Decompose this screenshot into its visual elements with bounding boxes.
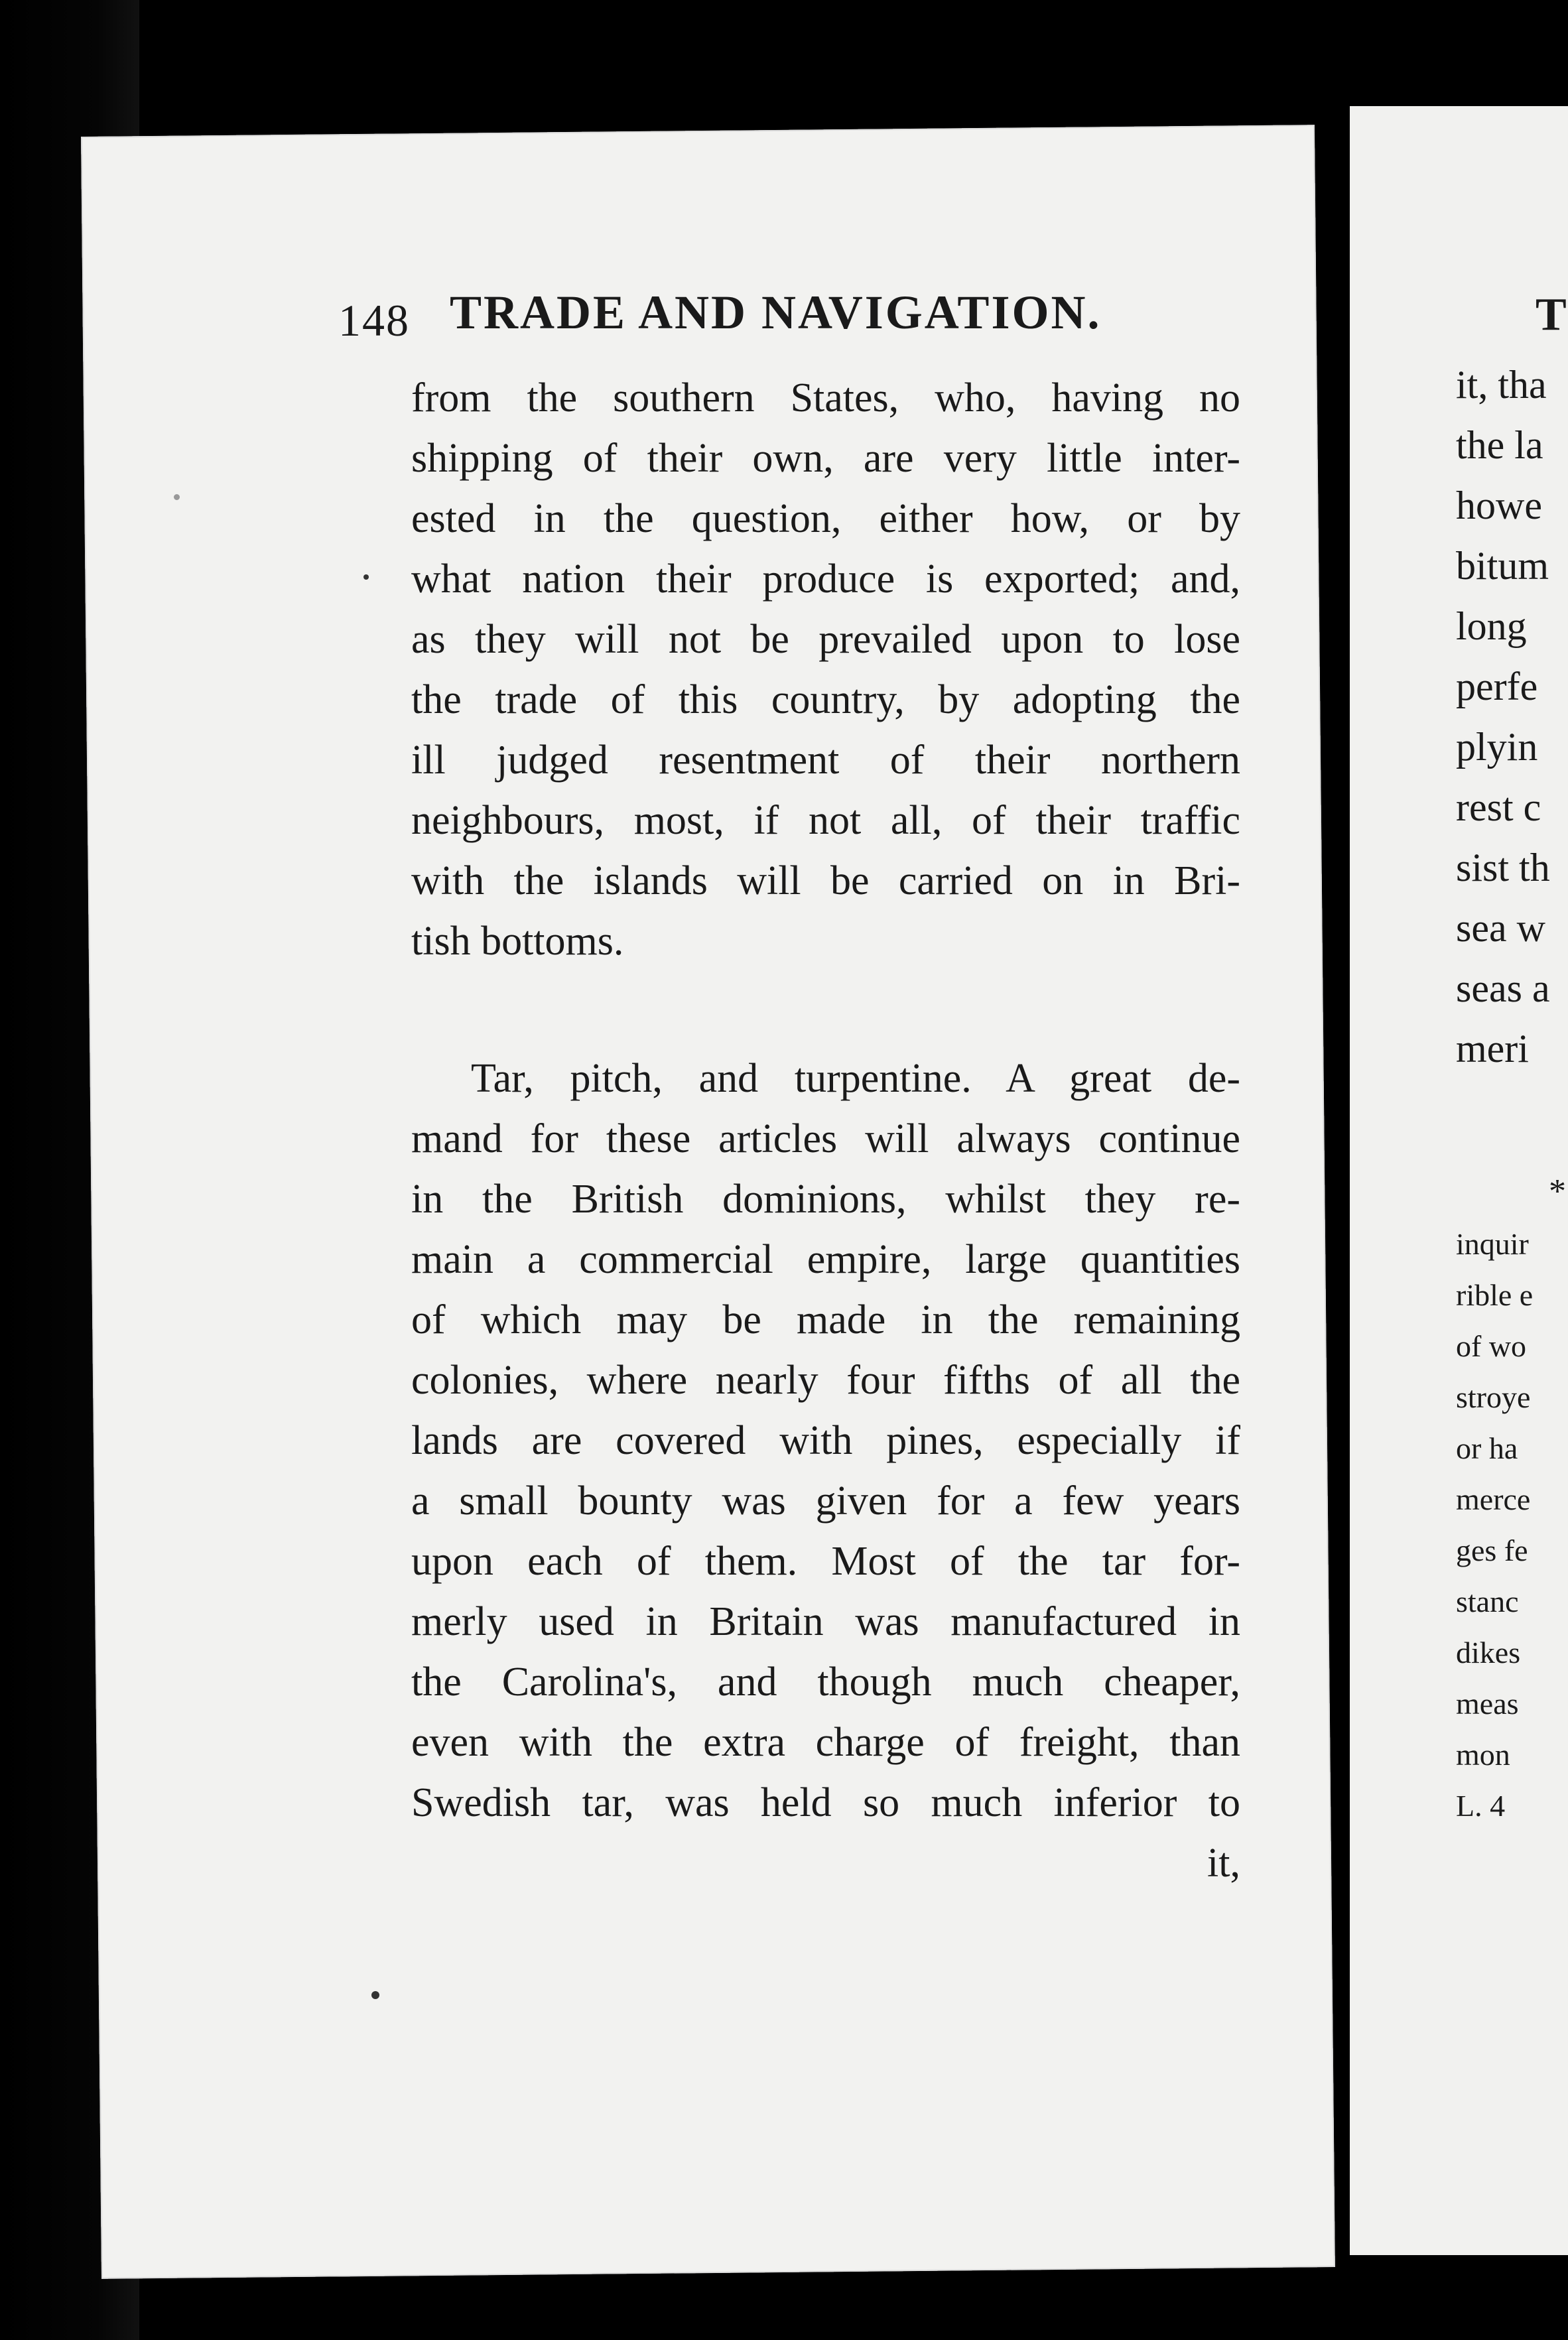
text-line: Swedish tar, was held so much inferior to: [411, 1780, 1240, 1825]
footnote-line: meas: [1456, 1687, 1519, 1721]
text-line: the la: [1456, 423, 1543, 467]
right-page-text: [1456, 275, 1568, 1831]
paragraph-break: [411, 972, 1240, 1049]
text-line: with the islands will be carried on in Bri-: [411, 858, 1240, 903]
text-line: plyin: [1456, 725, 1538, 769]
text-line: rest c: [1456, 785, 1541, 829]
text-line: in the British dominions, whilst they re-: [411, 1177, 1240, 1222]
paper-speck: [174, 494, 180, 500]
text-line: bitum: [1456, 544, 1549, 588]
text-line: upon each of them. Most of the tar for-: [411, 1539, 1240, 1584]
text-line: sist th: [1456, 846, 1550, 889]
text-line: mand for these articles will always continue: [411, 1116, 1240, 1161]
page-number: 148: [338, 295, 410, 346]
text-line: ested in the question, either how, or by: [411, 496, 1240, 541]
running-title: TRADE AND NAVIGATION.: [450, 286, 1102, 339]
text-line: meri: [1456, 1027, 1529, 1071]
text-line: tish bottoms.: [411, 919, 624, 964]
running-head: [338, 285, 1214, 352]
right-running-title: T: [1535, 289, 1567, 340]
footnote-line: stroye: [1456, 1380, 1531, 1414]
text-line: even with the extra charge of freight, than: [411, 1720, 1240, 1765]
footnote-line: merce: [1456, 1482, 1531, 1516]
text-line: the Carolina's, and though much cheaper,: [411, 1659, 1240, 1705]
body-text: [411, 368, 1240, 1894]
footnote-line: inquir: [1456, 1227, 1529, 1261]
text-line: perfe: [1456, 665, 1538, 708]
text-line: of which may be made in the remaining: [411, 1297, 1240, 1342]
text-line: long: [1456, 604, 1527, 648]
footnote-line: stanc: [1456, 1585, 1519, 1618]
text-line: neighbours, most, if not all, of their traffic: [411, 798, 1240, 843]
footnote-line: dikes: [1456, 1636, 1521, 1669]
text-line: colonies, where nearly four fifths of all the: [411, 1358, 1240, 1403]
catchword: it,: [1207, 1841, 1240, 1886]
footnote-line: or ha: [1456, 1431, 1518, 1465]
text-line: a small bounty was given for a few years: [411, 1478, 1240, 1524]
footnote-mark: *: [1549, 1173, 1566, 1210]
footnote-line: ges fe: [1456, 1533, 1528, 1567]
text-line: main a commercial empire, large quantities: [411, 1237, 1240, 1282]
text-line: howe: [1456, 484, 1542, 527]
footnote-line: L. 4: [1456, 1789, 1506, 1823]
text-line: ill judged resentment of their northern: [411, 738, 1240, 783]
text-line: the trade of this country, by adopting the: [411, 677, 1240, 722]
paper-speck: [371, 1991, 379, 1999]
text-line: what nation their produce is exported; and,: [411, 556, 1240, 602]
text-line: it, tha: [1456, 363, 1547, 407]
footnote-line: of wo: [1456, 1329, 1527, 1363]
footnote-line: rible e: [1456, 1278, 1534, 1312]
text-line: lands are covered with pines, especially if: [411, 1418, 1240, 1463]
paper-speck: [363, 574, 369, 580]
text-line: Tar, pitch, and turpentine. A great de-: [471, 1056, 1240, 1101]
text-line: from the southern States, who, having no: [411, 375, 1240, 421]
text-line: sea w: [1456, 906, 1545, 950]
footnote-line: mon: [1456, 1738, 1510, 1772]
text-line: merly used in Britain was manufactured in: [411, 1599, 1240, 1644]
text-line: seas a: [1456, 966, 1550, 1010]
text-line: as they will not be prevailed upon to lose: [411, 617, 1240, 662]
text-line: shipping of their own, are very little inter-: [411, 436, 1240, 481]
